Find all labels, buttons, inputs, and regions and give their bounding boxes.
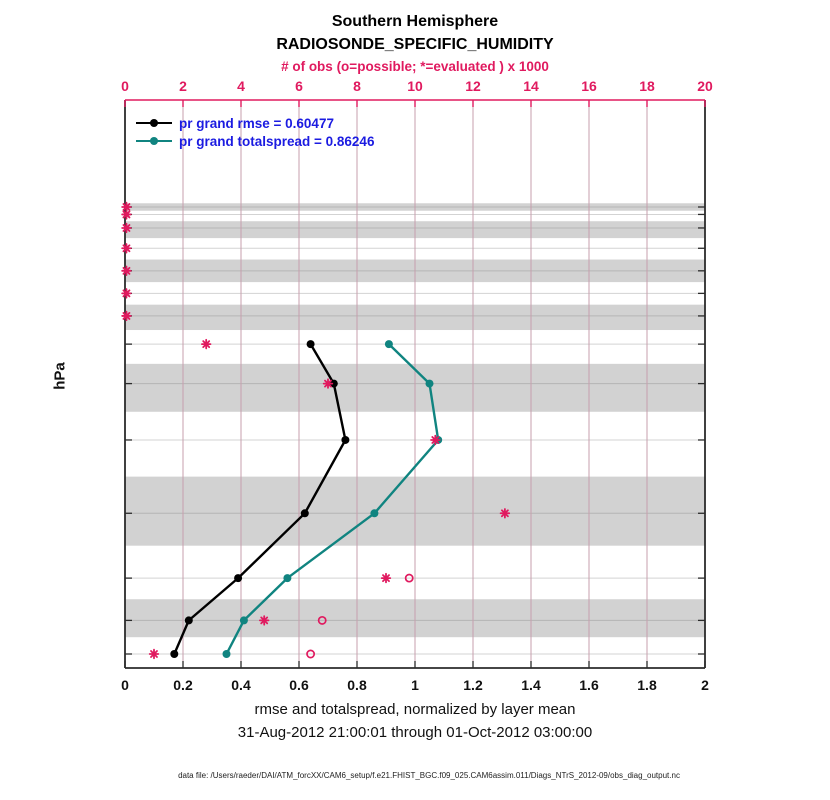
x-axis-tick-label: 0.4 bbox=[231, 677, 251, 693]
data-point bbox=[240, 616, 248, 624]
x-axis-tick-label: 1.8 bbox=[637, 677, 657, 693]
obs-evaluated-asterisk-marker bbox=[122, 289, 131, 298]
data-point bbox=[385, 340, 393, 348]
data-point bbox=[170, 650, 178, 658]
data-point bbox=[234, 574, 242, 582]
data-point bbox=[426, 380, 434, 388]
obs-evaluated-asterisk-marker bbox=[122, 244, 131, 253]
y-axis-label: hPa bbox=[51, 362, 69, 390]
obs-axis-tick-label: 14 bbox=[523, 78, 539, 94]
x-axis-tick-label: 1 bbox=[411, 677, 419, 693]
obs-evaluated-asterisk-marker bbox=[122, 224, 131, 233]
data-file-path: data file: /Users/raeder/DAI/ATM_forcXX/CAM6_setup/f.e21.FHIST_BGC.f09_025.CAM6assim.011/Diags_NTrS_2012-09/obs_diag_output.nc bbox=[178, 771, 680, 780]
legend bbox=[136, 114, 374, 150]
legend-label-totalspread: pr grand totalspread = 0.86246 bbox=[179, 133, 375, 149]
obs-evaluated-asterisk-marker bbox=[122, 312, 131, 321]
legend-item-totalspread bbox=[136, 132, 374, 150]
obs-axis-tick-label: 16 bbox=[581, 78, 597, 94]
obs-evaluated-asterisk-marker bbox=[431, 436, 440, 445]
obs-axis-tick-label: 8 bbox=[353, 78, 361, 94]
obs-axis-tick-label: 18 bbox=[639, 78, 655, 94]
chart-variable-title: RADIOSONDE_SPECIFIC_HUMIDITY bbox=[276, 36, 554, 53]
obs-evaluated-asterisk-marker bbox=[150, 650, 159, 659]
legend-marker-totalspread-icon bbox=[150, 137, 158, 145]
x-axis-tick-label: 0 bbox=[121, 677, 129, 693]
obs-axis-tick-label: 10 bbox=[407, 78, 423, 94]
date-range-label: 31-Aug-2012 21:00:01 through 01-Oct-2012 03:00:00 bbox=[237, 724, 593, 741]
obs-evaluated-asterisk-marker bbox=[122, 210, 131, 219]
data-point bbox=[283, 574, 291, 582]
obs-evaluated-asterisk-marker bbox=[501, 509, 510, 518]
x-axis-tick-label: 0.8 bbox=[347, 677, 367, 693]
x-axis-tick-label: 0.6 bbox=[289, 677, 309, 693]
data-point bbox=[223, 650, 231, 658]
data-point bbox=[185, 616, 193, 624]
obs-evaluated-asterisk-marker bbox=[382, 574, 391, 583]
obs-axis-tick-label: 20 bbox=[697, 78, 713, 94]
x-axis-tick-label: 1.2 bbox=[463, 677, 483, 693]
x-axis-tick-label: 2 bbox=[701, 677, 709, 693]
data-point bbox=[301, 509, 309, 517]
obs-evaluated-asterisk-marker bbox=[260, 616, 269, 625]
data-point bbox=[341, 436, 349, 444]
obs-axis-tick-label: 4 bbox=[237, 78, 245, 94]
x-axis-label: rmse and totalspread, normalized by layer mean bbox=[254, 701, 576, 718]
obs-evaluated-asterisk-marker bbox=[202, 340, 211, 349]
obs-axis-tick-label: 12 bbox=[465, 78, 481, 94]
legend-item-rmse bbox=[136, 114, 374, 132]
obs-evaluated-asterisk-marker bbox=[324, 379, 333, 388]
obs-axis-tick-label: 0 bbox=[121, 78, 129, 94]
x-axis-tick-label: 0.2 bbox=[173, 677, 193, 693]
x-axis-tick-label: 1.4 bbox=[521, 677, 541, 693]
legend-label-rmse: pr grand rmse = 0.60477 bbox=[179, 115, 334, 131]
obs-axis-tick-label: 2 bbox=[179, 78, 187, 94]
data-point bbox=[307, 340, 315, 348]
legend-marker-rmse-icon bbox=[150, 119, 158, 127]
obs-axis-label: # of obs (o=possible; *=evaluated ) x 1000 bbox=[281, 59, 549, 74]
legend-line-totalspread bbox=[136, 140, 172, 143]
obs-evaluated-asterisk-marker bbox=[122, 267, 131, 276]
obs-axis-tick-label: 6 bbox=[295, 78, 303, 94]
x-axis-tick-label: 1.6 bbox=[579, 677, 599, 693]
legend-line-rmse bbox=[136, 122, 172, 125]
data-point bbox=[370, 509, 378, 517]
chart-title: Southern Hemisphere bbox=[331, 13, 499, 30]
